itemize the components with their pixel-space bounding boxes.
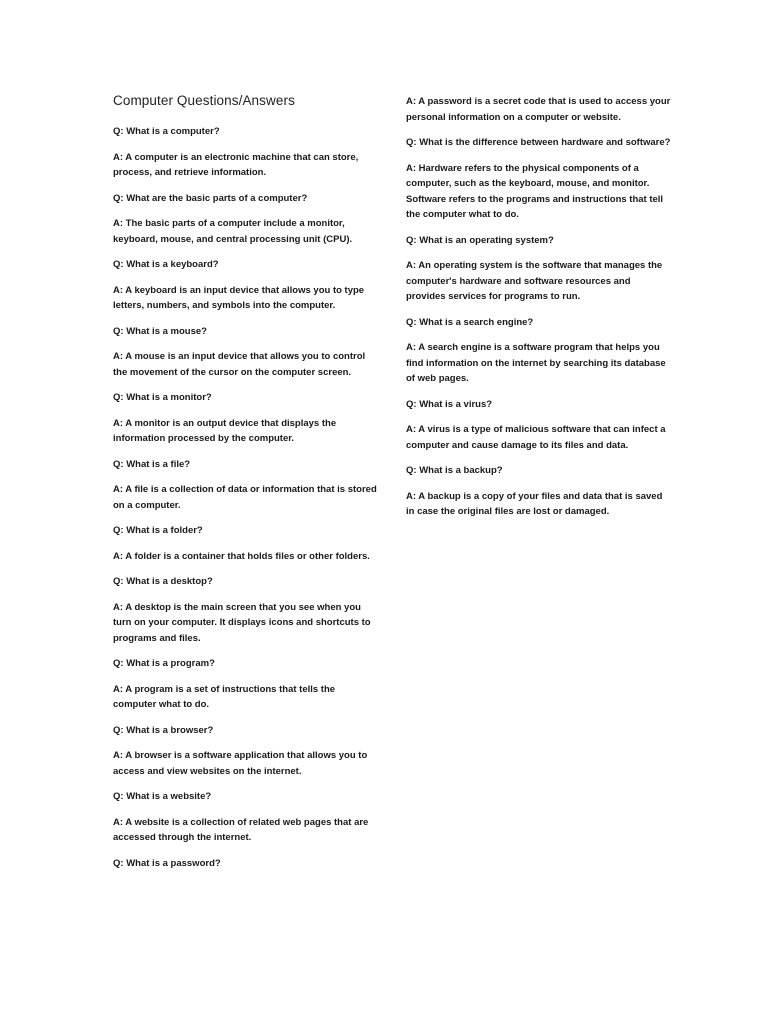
answer: A: A monitor is an output device that displays the information processed by the computer.	[113, 417, 337, 444]
answer: A: A file is a collection of data or information that is stored on a computer.	[113, 484, 377, 511]
answer: A: A desktop is the main screen that you see when you turn on your computer. It displays icons and shortcuts to programs and files.	[113, 601, 371, 644]
answer: A: The basic parts of a computer include a monitor, keyboard, mouse, and central processing unit (CPU).	[113, 218, 353, 245]
question: Q: What is a website?	[113, 791, 212, 802]
answer: A: A program is a set of instructions that tells the computer what to do.	[113, 683, 336, 710]
answer: A: A folder is a container that holds files or other folders.	[113, 550, 370, 562]
document-title: Computer Questions/Answers	[113, 93, 295, 108]
question: Q: What is an operating system?	[406, 234, 554, 246]
question: Q: What is a program?	[113, 658, 215, 669]
answer: A: An operating system is the software that manages the computer's hardware and software resources and provides services for programs to run.	[406, 260, 663, 302]
answer: A: A virus is a type of malicious software that can infect a computer and cause damage to its files and data.	[406, 424, 666, 451]
question: Q: What is a mouse?	[113, 325, 207, 337]
question: Q: What is a desktop?	[113, 576, 213, 587]
answer: A: A website is a collection of related web pages that are accessed through the internet.	[113, 816, 369, 843]
question: Q: What is a computer?	[113, 126, 220, 137]
question: Q: What is a browser?	[113, 724, 214, 736]
answer: A: A computer is an electronic machine that can store, process, and retrieve information.	[113, 151, 359, 178]
answer: A: A password is a secret code that is used to access your personal information on a computer or website.	[406, 96, 671, 123]
question: Q: What is the difference between hardware and software?	[406, 137, 671, 148]
answer: A: A keyboard is an input device that allows you to type letters, numbers, and symbols into the computer.	[113, 284, 365, 311]
question: Q: What is a keyboard?	[113, 259, 219, 270]
question: Q: What is a folder?	[113, 525, 203, 536]
question: Q: What is a backup?	[406, 465, 503, 476]
right-column	[406, 94, 671, 530]
answer: A: Hardware refers to the physical components of a computer, such as the keyboard, mouse, and monitor. Software refers to the programs and instructions that tell the computer what to do.	[406, 162, 664, 220]
answer: A: A browser is a software application that allows you to access and view websites on the internet.	[113, 750, 368, 777]
question: Q: What are the basic parts of a computer?	[113, 192, 308, 204]
question: Q: What is a search engine?	[406, 316, 534, 328]
question: Q: What is a password?	[113, 857, 221, 869]
left-column	[113, 124, 378, 881]
answer: A: A search engine is a software program that helps you find information on the internet by searching its database of web pages.	[406, 342, 666, 384]
question: Q: What is a file?	[113, 458, 191, 470]
answer: A: A backup is a copy of your files and data that is saved in case the original files are lost or damaged.	[406, 490, 663, 517]
question: Q: What is a monitor?	[113, 392, 212, 403]
answer: A: A mouse is an input device that allows you to control the movement of the cursor on the computer screen.	[113, 351, 366, 378]
question: Q: What is a virus?	[406, 398, 493, 410]
